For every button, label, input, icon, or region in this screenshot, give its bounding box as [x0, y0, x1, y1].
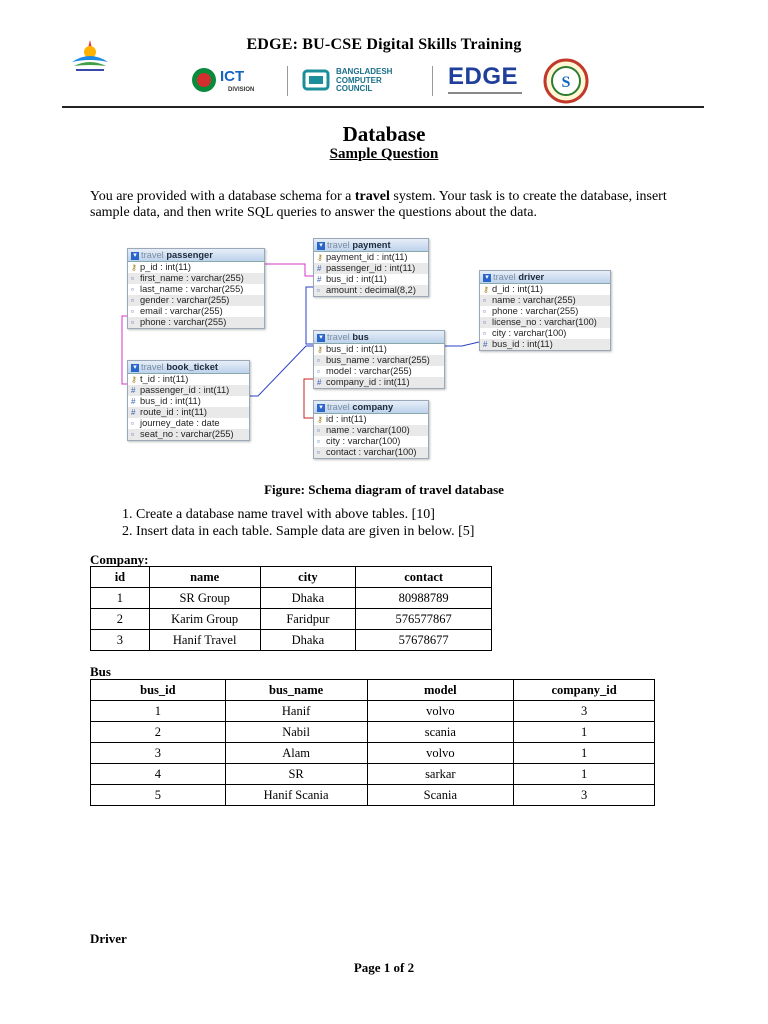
- column-header: city: [260, 567, 356, 588]
- bcc-logo-text: BANGLADESH COMPUTER COUNCIL: [336, 67, 393, 93]
- schema-field-text: email : varchar(255): [140, 306, 223, 316]
- schema-table-payment[interactable]: [313, 238, 429, 297]
- field-icon: ▫: [317, 356, 320, 365]
- schema-table-header[interactable]: [128, 361, 249, 374]
- schema-field-row: [128, 295, 264, 306]
- schema-field-row: [314, 355, 444, 366]
- table-cell: 3: [514, 701, 655, 722]
- table-cell: SR Group: [149, 588, 260, 609]
- field-icon: ▫: [483, 318, 486, 327]
- figure-caption: Figure: Schema diagram of travel database: [264, 482, 504, 497]
- schema-field-text: bus_id : int(11): [492, 339, 553, 349]
- schema-db-name: travel: [327, 240, 350, 250]
- field-icon: ▫: [131, 274, 134, 283]
- schema-table-name: company: [352, 402, 394, 412]
- table-cell: 1: [91, 588, 150, 609]
- schema-field-row: [480, 284, 610, 295]
- schema-field-row: [314, 344, 444, 355]
- schema-field-text: first_name : varchar(255): [140, 273, 244, 283]
- schema-field-row: [314, 274, 428, 285]
- field-icon: ▫: [131, 285, 134, 294]
- table-cell: sarkar: [367, 764, 514, 785]
- company-table: [90, 566, 492, 651]
- schema-field-text: passenger_id : int(11): [140, 385, 230, 395]
- table-menu-icon[interactable]: ▾: [317, 334, 325, 342]
- schema-field-text: route_id : int(11): [140, 407, 208, 417]
- schema-field-row: [314, 425, 428, 436]
- primary-key-icon: ⚷: [317, 415, 323, 424]
- schema-field-row: [128, 407, 249, 418]
- edge-logo: [448, 64, 524, 98]
- schema-field-text: t_id : int(11): [140, 374, 189, 384]
- schema-table-name: bus: [352, 332, 369, 342]
- schema-field-text: journey_date : date: [140, 418, 220, 428]
- schema-field-text: gender : varchar(255): [140, 295, 230, 305]
- link-bus-company: [304, 379, 313, 418]
- emblem-logo: [66, 36, 114, 76]
- schema-table-header[interactable]: [314, 331, 444, 344]
- schema-table-company[interactable]: [313, 400, 429, 459]
- schema-field-row: [128, 374, 249, 385]
- schema-field-text: seat_no : varchar(255): [140, 429, 234, 439]
- table-header-row: [91, 680, 655, 701]
- schema-field-row: [128, 284, 264, 295]
- link-bookticket-bus: [248, 346, 313, 396]
- task-item: 1. Create a database name travel with above tables. [10]: [136, 506, 696, 523]
- foreign-key-icon: #: [483, 340, 488, 349]
- schema-table-passenger[interactable]: [127, 248, 265, 329]
- schema-field-row: [314, 263, 428, 274]
- table-cell: Scania: [367, 785, 514, 806]
- table-row: [91, 785, 655, 806]
- table-menu-icon[interactable]: ▾: [317, 242, 325, 250]
- schema-field-row: [128, 385, 249, 396]
- field-icon: ▫: [483, 307, 486, 316]
- schema-field-text: company_id : int(11): [326, 377, 410, 387]
- table-cell: Dhaka: [260, 588, 356, 609]
- schema-field-row: [480, 295, 610, 306]
- schema-field-row: [314, 436, 428, 447]
- column-header: contact: [356, 567, 492, 588]
- schema-field-text: last_name : varchar(255): [140, 284, 244, 294]
- schema-field-row: [128, 317, 264, 328]
- schema-field-row: [480, 339, 610, 350]
- intro-bold-term: travel: [354, 189, 390, 204]
- foreign-key-icon: #: [317, 378, 322, 387]
- table-cell: Hanif Scania: [225, 785, 367, 806]
- table-cell: 3: [514, 785, 655, 806]
- table-cell: Faridpur: [260, 609, 356, 630]
- field-icon: ▫: [131, 318, 134, 327]
- schema-table-header[interactable]: [480, 271, 610, 284]
- field-icon: ▫: [131, 419, 134, 428]
- company-section-label: Company:: [90, 552, 149, 567]
- schema-field-row: [480, 317, 610, 328]
- table-cell: Hanif Travel: [149, 630, 260, 651]
- intro-text-before: You are provided with a database schema for a: [90, 189, 355, 204]
- task-item: 2. Insert data in each table. Sample data are given in below. [5]: [136, 523, 696, 540]
- link-passenger-payment: [263, 264, 313, 276]
- schema-field-row: [480, 328, 610, 339]
- link-driver-bus: [443, 342, 479, 346]
- field-icon: ▫: [317, 367, 320, 376]
- schema-field-text: model : varchar(255): [326, 366, 412, 376]
- column-header: id: [91, 567, 150, 588]
- schema-field-row: [314, 285, 428, 296]
- table-cell: 57678677: [356, 630, 492, 651]
- primary-key-icon: ⚷: [131, 375, 137, 384]
- schema-field-text: city : varchar(100): [492, 328, 567, 338]
- document-title: Database: [342, 122, 426, 146]
- table-row: [91, 764, 655, 785]
- header-title: EDGE: BU-CSE Digital Skills Training: [246, 36, 522, 53]
- field-icon: ▫: [317, 286, 320, 295]
- schema-field-row: [314, 366, 444, 377]
- schema-table-name: book_ticket: [166, 362, 218, 372]
- table-cell: Nabil: [225, 722, 367, 743]
- schema-field-row: [128, 429, 249, 440]
- foreign-key-icon: #: [131, 397, 136, 406]
- schema-field-text: payment_id : int(11): [326, 252, 408, 262]
- schema-table-header[interactable]: [314, 401, 428, 414]
- primary-key-icon: ⚷: [317, 345, 323, 354]
- table-cell: volvo: [367, 743, 514, 764]
- schema-field-text: contact : varchar(100): [326, 447, 417, 457]
- schema-field-text: p_id : int(11): [140, 262, 191, 272]
- field-icon: ▫: [317, 448, 320, 457]
- driver-section-label: Driver: [90, 931, 127, 946]
- schema-field-text: phone : varchar(255): [492, 306, 579, 316]
- table-row: [91, 609, 492, 630]
- schema-field-row: [128, 396, 249, 407]
- bus-table-body: [91, 701, 655, 806]
- schema-field-row: [480, 306, 610, 317]
- schema-table-name: passenger: [166, 250, 213, 260]
- table-row: [91, 701, 655, 722]
- table-row: [91, 630, 492, 651]
- schema-db-name: travel: [327, 332, 350, 342]
- table-cell: 1: [91, 701, 226, 722]
- schema-field-text: bus_id : int(11): [326, 344, 387, 354]
- table-cell: Hanif: [225, 701, 367, 722]
- schema-table-driver[interactable]: [479, 270, 611, 351]
- table-cell: Karim Group: [149, 609, 260, 630]
- schema-field-text: name : varchar(100): [326, 425, 410, 435]
- schema-field-text: bus_id : int(11): [326, 274, 387, 284]
- intro-paragraph: [90, 189, 690, 221]
- schema-field-text: amount : decimal(8,2): [326, 285, 416, 295]
- schema-db-name: travel: [141, 362, 164, 372]
- schema-db-name: travel: [327, 402, 350, 412]
- table-menu-icon[interactable]: ▾: [317, 404, 325, 412]
- ict-logo-sub: DIVISION: [228, 87, 255, 93]
- bcc-logo: [302, 66, 420, 96]
- schema-db-name: travel: [493, 272, 516, 282]
- university-seal-logo: [543, 58, 589, 104]
- table-cell: 1: [514, 764, 655, 785]
- schema-table-name: payment: [352, 240, 391, 250]
- table-cell: 1: [514, 743, 655, 764]
- ict-logo-text: ICT: [220, 68, 245, 85]
- schema-table-header[interactable]: [314, 239, 428, 252]
- bus-table: [90, 679, 655, 806]
- primary-key-icon: ⚷: [317, 253, 323, 262]
- foreign-key-icon: #: [317, 264, 322, 273]
- primary-key-icon: ⚷: [483, 285, 489, 294]
- table-row: [91, 588, 492, 609]
- schema-field-text: id : int(11): [326, 414, 367, 424]
- field-icon: ▫: [483, 296, 486, 305]
- table-cell: 3: [91, 630, 150, 651]
- column-header: bus_name: [225, 680, 367, 701]
- column-header: model: [367, 680, 514, 701]
- field-icon: ▫: [131, 430, 134, 439]
- field-icon: ▫: [131, 307, 134, 316]
- field-icon: ▫: [317, 437, 320, 446]
- table-row: [91, 722, 655, 743]
- table-cell: 4: [91, 764, 226, 785]
- table-cell: 3: [91, 743, 226, 764]
- field-icon: ▫: [483, 329, 486, 338]
- schema-field-row: [128, 262, 264, 273]
- field-icon: ▫: [317, 426, 320, 435]
- document-subtitle: Sample Question: [329, 146, 439, 162]
- page-footer: Page 1 of 2: [353, 960, 415, 975]
- foreign-key-icon: #: [317, 275, 322, 284]
- schema-diagram: [110, 232, 630, 464]
- table-cell: Dhaka: [260, 630, 356, 651]
- schema-field-row: [314, 252, 428, 263]
- column-header: name: [149, 567, 260, 588]
- schema-field-text: d_id : int(11): [492, 284, 543, 294]
- table-cell: 5: [91, 785, 226, 806]
- table-cell: Alam: [225, 743, 367, 764]
- schema-field-text: license_no : varchar(100): [492, 317, 597, 327]
- schema-field-row: [128, 418, 249, 429]
- edge-logo-underline: [448, 92, 522, 94]
- link-payment-bus: [306, 287, 313, 344]
- foreign-key-icon: #: [131, 408, 136, 417]
- svg-text:S: S: [561, 74, 571, 91]
- schema-field-text: city : varchar(100): [326, 436, 401, 446]
- schema-field-row: [314, 414, 428, 425]
- column-header: company_id: [514, 680, 655, 701]
- table-row: [91, 743, 655, 764]
- table-menu-icon[interactable]: ▾: [131, 252, 139, 260]
- table-cell: 2: [91, 609, 150, 630]
- schema-field-text: bus_name : varchar(255): [326, 355, 430, 365]
- schema-field-row: [314, 447, 428, 458]
- schema-field-text: bus_id : int(11): [140, 396, 201, 406]
- schema-field-text: name : varchar(255): [492, 295, 576, 305]
- table-cell: 576577867: [356, 609, 492, 630]
- table-menu-icon[interactable]: ▾: [131, 364, 139, 372]
- table-header-row: [91, 567, 492, 588]
- schema-table-name: driver: [518, 272, 545, 282]
- field-icon: ▫: [131, 296, 134, 305]
- foreign-key-icon: #: [131, 386, 136, 395]
- schema-field-row: [128, 273, 264, 284]
- company-table-body: [91, 588, 492, 651]
- primary-key-icon: ⚷: [131, 263, 137, 272]
- table-cell: SR: [225, 764, 367, 785]
- table-cell: 80988789: [356, 588, 492, 609]
- bus-section-label: Bus: [90, 664, 111, 679]
- schema-db-name: travel: [141, 250, 164, 260]
- table-cell: volvo: [367, 701, 514, 722]
- schema-field-row: [128, 306, 264, 317]
- schema-table-bus[interactable]: [313, 330, 445, 389]
- ict-division-logo: [190, 62, 270, 98]
- schema-field-row: [314, 377, 444, 388]
- header-rule: [62, 106, 704, 108]
- column-header: bus_id: [91, 680, 226, 701]
- schema-table-header[interactable]: [128, 249, 264, 262]
- table-menu-icon[interactable]: ▾: [483, 274, 491, 282]
- table-cell: 1: [514, 722, 655, 743]
- task-list: [110, 506, 696, 540]
- intro-text-after: system. Your task is to create the database, insert sample data, and then write SQL queries to answer the questions about the data.: [90, 189, 667, 220]
- logo-divider: [432, 66, 433, 96]
- logo-divider: [287, 66, 288, 96]
- schema-table-book-ticket[interactable]: [127, 360, 250, 441]
- table-cell: scania: [367, 722, 514, 743]
- schema-field-text: passenger_id : int(11): [326, 263, 416, 273]
- edge-logo-text: EDGE: [448, 63, 519, 90]
- table-cell: 2: [91, 722, 226, 743]
- schema-field-text: phone : varchar(255): [140, 317, 227, 327]
